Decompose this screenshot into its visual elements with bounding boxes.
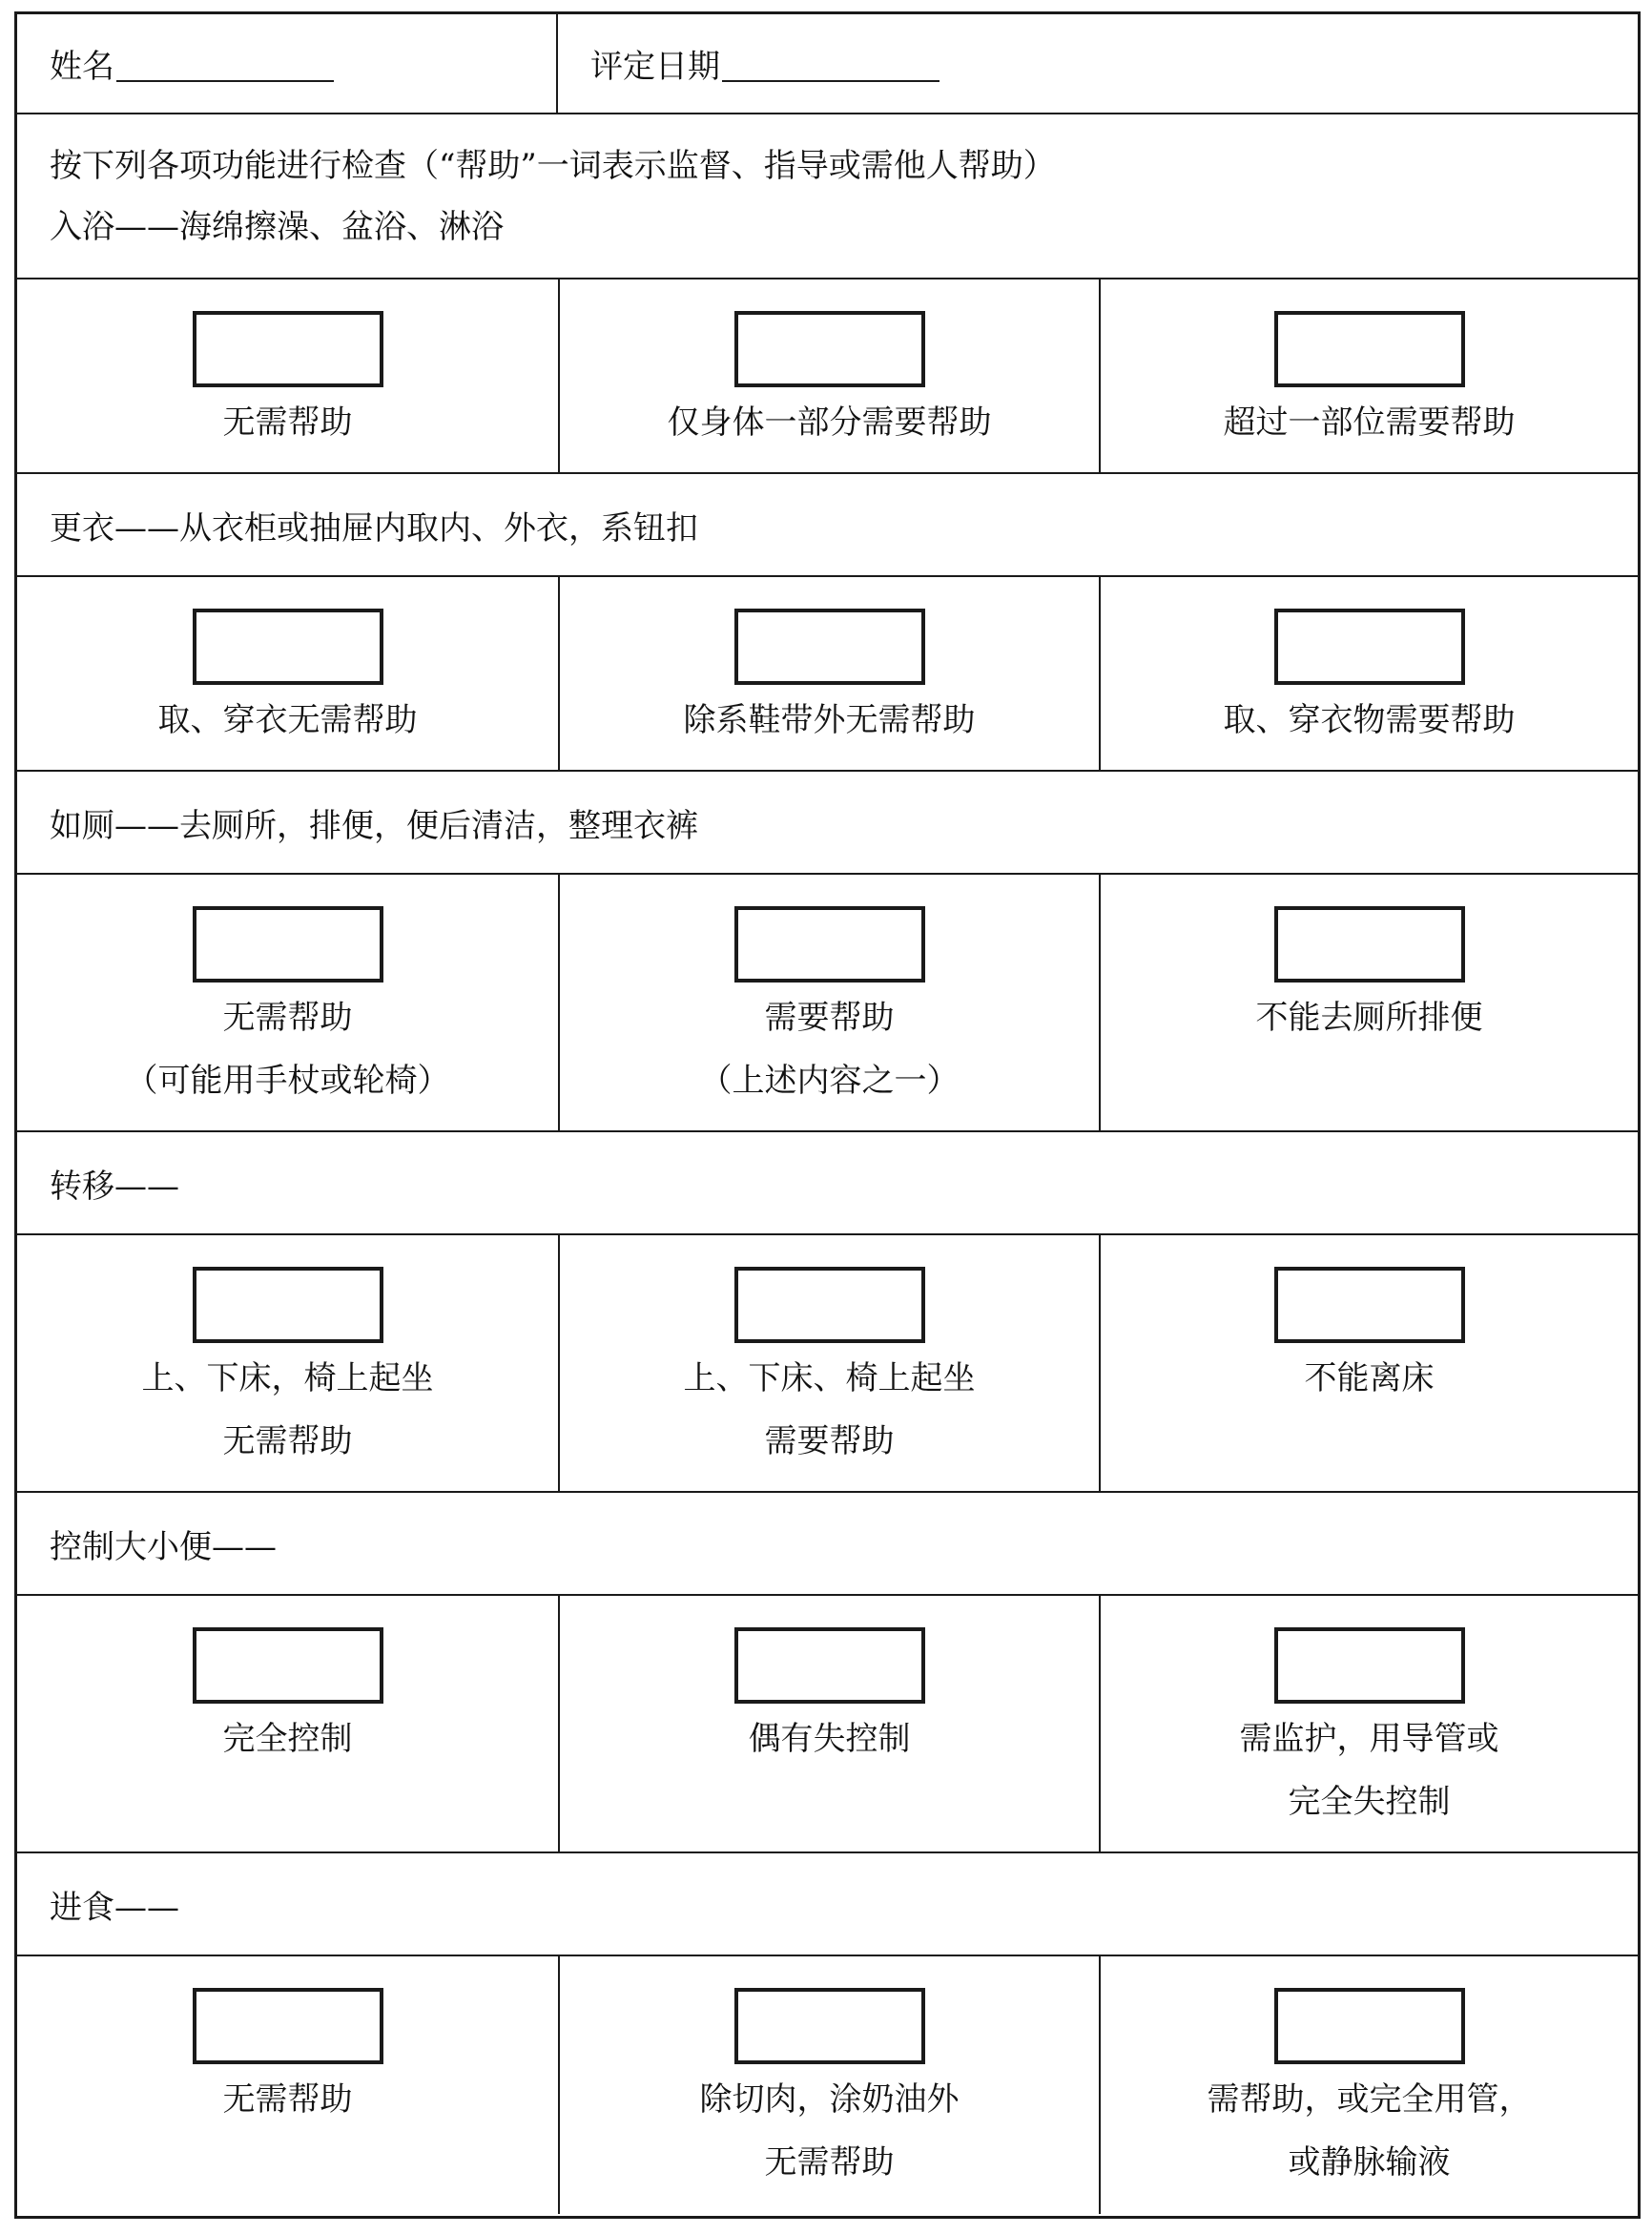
section-label-text: 控制大小便—— bbox=[50, 1527, 277, 1566]
option-text: 不能去厕所排便 bbox=[1255, 999, 1483, 1037]
section-label-bathing: 入浴——海绵擦澡、盆浴、淋浴 bbox=[50, 207, 504, 246]
date-label: 评定日期 bbox=[590, 48, 720, 86]
option-text: 无需帮助 bbox=[222, 403, 353, 442]
option-text: 上、下床，椅上起坐 bbox=[141, 1359, 434, 1397]
option-transfer-1 bbox=[17, 1235, 558, 1491]
checkbox[interactable] bbox=[734, 609, 925, 685]
checkbox[interactable] bbox=[1274, 609, 1465, 685]
checkbox[interactable] bbox=[734, 1267, 925, 1343]
option-text: 完全控制 bbox=[222, 1720, 353, 1758]
header-row bbox=[17, 14, 1638, 114]
option-text: 无需帮助 bbox=[222, 999, 353, 1037]
checkbox[interactable] bbox=[193, 1988, 383, 2064]
option-row-bathing bbox=[17, 279, 1638, 474]
option-bathing-2 bbox=[558, 279, 1099, 472]
option-continence-1 bbox=[17, 1596, 558, 1851]
option-text: 上、下床、椅上起坐 bbox=[683, 1359, 976, 1397]
option-toileting-3 bbox=[1099, 875, 1638, 1130]
section-label-continence bbox=[17, 1493, 1638, 1596]
option-text: 超过一部位需要帮助 bbox=[1223, 403, 1516, 442]
option-text: 除切肉，涂奶油外 bbox=[699, 2080, 960, 2119]
option-text: 除系鞋带外无需帮助 bbox=[683, 701, 976, 739]
checkbox[interactable] bbox=[193, 311, 383, 387]
option-row-transfer bbox=[17, 1235, 1638, 1493]
date-field[interactable] bbox=[722, 46, 940, 82]
checkbox[interactable] bbox=[193, 609, 383, 685]
checkbox[interactable] bbox=[734, 1627, 925, 1704]
option-continence-2 bbox=[558, 1596, 1099, 1851]
option-toileting-1 bbox=[17, 875, 558, 1130]
checkbox[interactable] bbox=[734, 311, 925, 387]
section-label-text: 进食—— bbox=[50, 1888, 179, 1927]
instruction-text: 按下列各项功能进行检查（“帮助”一词表示监督、指导或需他人帮助） bbox=[50, 146, 1056, 185]
checkbox[interactable] bbox=[193, 1267, 383, 1343]
option-text: 无需帮助 bbox=[222, 2080, 353, 2119]
section-label-toileting bbox=[17, 772, 1638, 875]
option-dressing-3 bbox=[1099, 577, 1638, 770]
section-label-dressing bbox=[17, 474, 1638, 577]
adl-assessment-form bbox=[14, 11, 1641, 2219]
option-bathing-3 bbox=[1099, 279, 1638, 472]
option-text-sub: 无需帮助 bbox=[222, 1422, 353, 1460]
option-text: 取、穿衣物需要帮助 bbox=[1223, 701, 1516, 739]
option-row-toileting bbox=[17, 875, 1638, 1132]
checkbox[interactable] bbox=[734, 1988, 925, 2064]
checkbox[interactable] bbox=[1274, 1988, 1465, 2064]
checkbox[interactable] bbox=[193, 1627, 383, 1704]
option-text: 需监护，用导管或 bbox=[1239, 1720, 1499, 1758]
intro-row bbox=[17, 114, 1638, 279]
name-cell bbox=[17, 14, 558, 113]
name-label: 姓名 bbox=[50, 48, 114, 86]
section-label-transfer bbox=[17, 1132, 1638, 1235]
option-dressing-2 bbox=[558, 577, 1099, 770]
option-text: 不能离床 bbox=[1304, 1359, 1435, 1397]
option-text-sub: 无需帮助 bbox=[764, 2143, 895, 2182]
option-text: 仅身体一部分需要帮助 bbox=[667, 403, 992, 442]
section-label-feeding bbox=[17, 1853, 1638, 1956]
option-transfer-3 bbox=[1099, 1235, 1638, 1491]
option-text-sub: （上述内容之一） bbox=[699, 1062, 960, 1100]
option-dressing-1 bbox=[17, 577, 558, 770]
date-cell bbox=[558, 14, 1638, 113]
option-continence-3 bbox=[1099, 1596, 1638, 1851]
option-transfer-2 bbox=[558, 1235, 1099, 1491]
name-field[interactable] bbox=[116, 46, 334, 82]
option-feeding-1 bbox=[17, 1956, 558, 2214]
checkbox[interactable] bbox=[1274, 1627, 1465, 1704]
option-row-feeding bbox=[17, 1956, 1638, 2214]
section-label-text: 更衣——从衣柜或抽屉内取内、外衣，系钮扣 bbox=[50, 508, 698, 548]
checkbox[interactable] bbox=[1274, 311, 1465, 387]
option-text: 偶有失控制 bbox=[748, 1720, 911, 1758]
option-text-sub: 完全失控制 bbox=[1288, 1783, 1451, 1821]
section-label-text: 转移—— bbox=[50, 1167, 179, 1206]
option-bathing-1 bbox=[17, 279, 558, 472]
checkbox[interactable] bbox=[1274, 1267, 1465, 1343]
option-feeding-2 bbox=[558, 1956, 1099, 2214]
option-toileting-2 bbox=[558, 875, 1099, 1130]
option-text: 需帮助，或完全用管， bbox=[1207, 2080, 1532, 2119]
checkbox[interactable] bbox=[1274, 906, 1465, 983]
checkbox[interactable] bbox=[734, 906, 925, 983]
option-row-continence bbox=[17, 1596, 1638, 1853]
option-text: 需要帮助 bbox=[764, 999, 895, 1037]
option-feeding-3 bbox=[1099, 1956, 1638, 2214]
option-text-sub: （可能用手杖或轮椅） bbox=[125, 1062, 450, 1100]
option-row-dressing bbox=[17, 577, 1638, 772]
checkbox[interactable] bbox=[193, 906, 383, 983]
section-label-text: 如厕——去厕所，排便，便后清洁，整理衣裤 bbox=[50, 806, 698, 845]
option-text: 取、穿衣无需帮助 bbox=[157, 701, 418, 739]
option-text-sub: 需要帮助 bbox=[764, 1422, 895, 1460]
option-text-sub: 或静脉输液 bbox=[1288, 2143, 1451, 2182]
